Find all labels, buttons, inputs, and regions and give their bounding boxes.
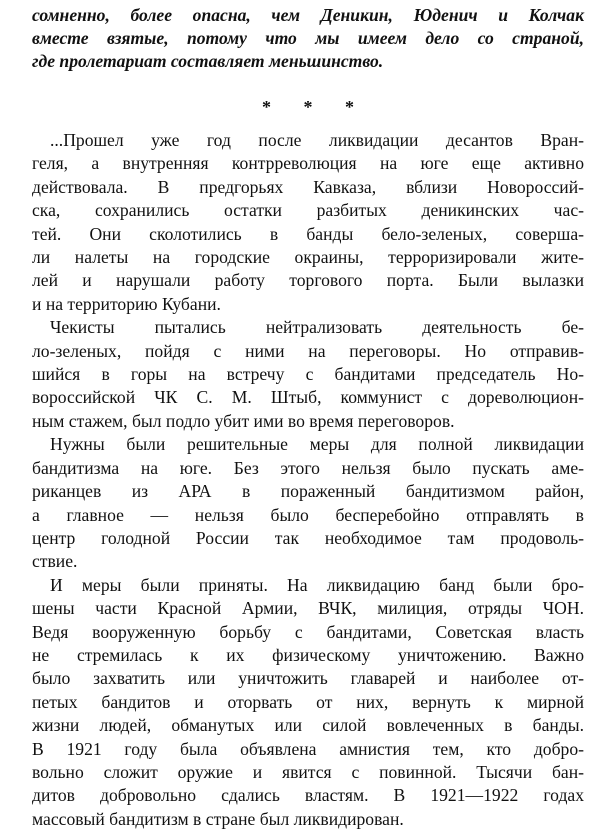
paragraph [32, 129, 584, 316]
text-line: и на территорию Кубани. [32, 293, 221, 314]
paragraph [32, 433, 584, 573]
section-separator: * * * [262, 97, 368, 117]
text-line: ска, сохранились остатки разбитых деникинских час- [32, 200, 584, 221]
text-line: центр голодной России так необходимое там продоволь- [32, 527, 584, 548]
text-line: ло-зеленых, пойдя с ними на переговоры. Но отправив- [32, 340, 584, 361]
text-line: тей. Они сколотились в банды бело-зеленых, совершa- [32, 223, 584, 244]
text-line: петых бандитов и оторвать от них, вернуть к мирной [32, 691, 584, 712]
text-line: не стремилась к их физическому уничтожению. Важно [32, 644, 584, 665]
text-line: ли налеты на городские окраины, терроризировали жите- [32, 247, 584, 268]
text-line: шены части Красной Армии, ВЧК, милиция, отряды ЧОН. [32, 598, 584, 619]
text-line: бандитизма на юге. Без этого нельзя было пускать аме- [32, 457, 584, 478]
text-line: вороссийской ЧК С. М. Штыб, коммунист с дореволюцион- [32, 387, 584, 408]
quote-line: где пролетариат составляет меньшинство. [32, 51, 384, 71]
text-line: а главное — нельзя было бесперебойно отправлять в [32, 504, 584, 525]
paragraph [32, 574, 584, 831]
text-line: лей и нарушали работу торгового порта. Были вылазки [32, 270, 584, 291]
text-line: Нужны были решительные меры для полной ликвидации [50, 434, 584, 455]
text-line: В 1921 году была объявлена амнистия тем, кто добро- [32, 738, 584, 759]
quote-line: вместе взятые, потому что мы имеем дело со страной, [32, 28, 584, 48]
text-line: И меры были приняты. На ликвидацию банд были бро- [50, 574, 584, 595]
text-line: ...Прошел уже год после ликвидации десантов Вран- [50, 130, 584, 150]
text-line: вольно сложит оружие и явится с повинной. Тысячи бан- [32, 761, 584, 782]
body-text [32, 129, 584, 831]
text-line: ным стажем, был подло убит ими во время переговоров. [32, 410, 455, 431]
text-line: риканцев из АРА в пораженный бандитизмом район, [32, 481, 584, 502]
quote-block [32, 4, 584, 73]
text-line: Ведя вооруженную борьбу с бандитами, Советская власть [32, 621, 584, 642]
text-line: шийся в горы на встречу с бандитами председатель Но- [32, 364, 584, 385]
text-line: было захватить или уничтожить главарей и наиболее от- [32, 668, 584, 689]
paragraph [32, 316, 584, 433]
quote-line: сомненно, более опасна, чем Деникин, Юденич и Колчак [32, 5, 584, 25]
text-line: Чекисты пытались нейтрализовать деятельность бе- [50, 317, 584, 338]
text-line: геля, а внутренняя контрреволюция на юге еще активно [32, 153, 584, 174]
text-line: массовый бандитизм в стране был ликвидирован. [32, 808, 404, 829]
text-line: дитов добровольно сдались властям. В 1921—1922 годах [32, 785, 584, 806]
book-page [32, 4, 584, 831]
text-line: действовала. В предгорьях Кавказа, вблизи Новороссий- [32, 176, 584, 197]
text-line: жизни людей, обманутых или силой вовлеченных в банды. [32, 715, 584, 736]
text-line: ствие. [32, 551, 78, 572]
